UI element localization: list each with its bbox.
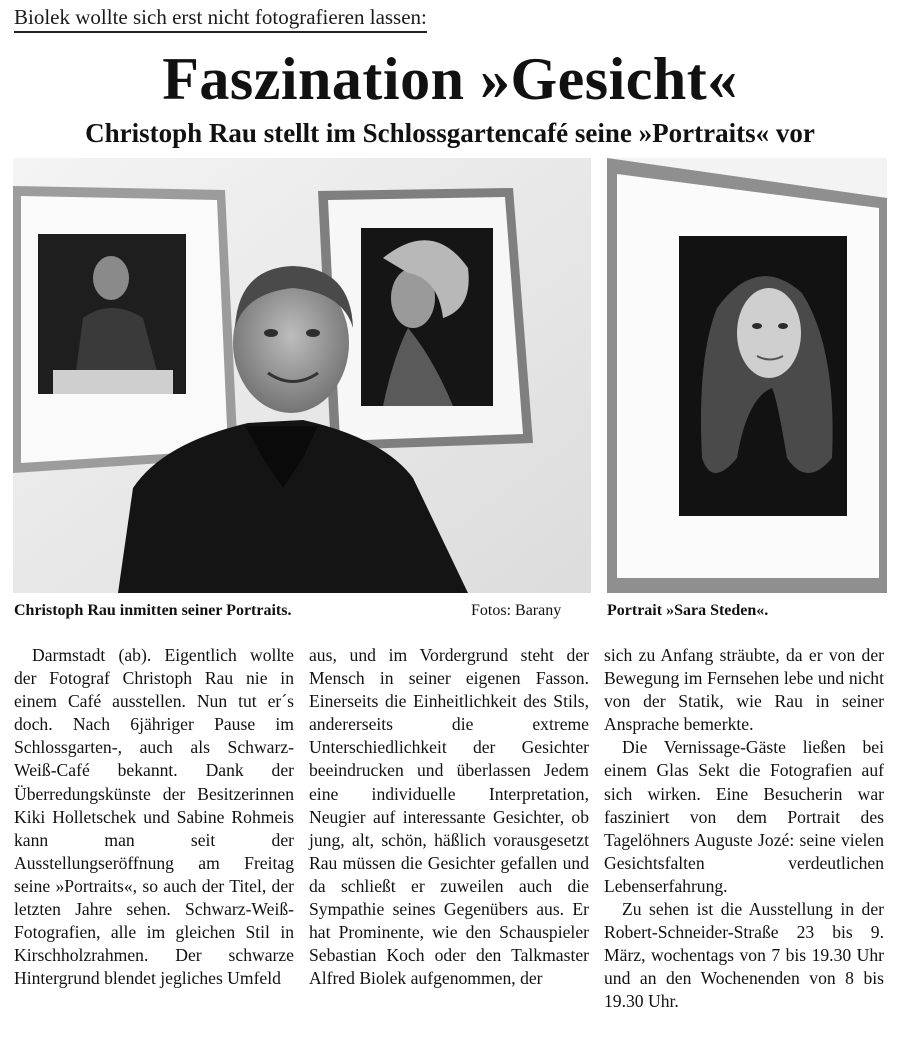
main-photo: [13, 158, 591, 593]
body-column-1: [14, 644, 294, 990]
article-subheadline: Christoph Rau stellt im Schlossgartencafé seine »Portraits« vor: [85, 118, 815, 148]
photo-credit: Fotos: Barany: [471, 602, 562, 619]
body-paragraph: Die Vernissage-Gäste ließen bei einem Glas Sekt die Fotografien auf sich wirken. Eine Besucherin war fasziniert von dem Portrait des Tagelöhners Auguste Jozé: seine vielen Gesichtsfalten verdeutlichen Lebenserfahrung.: [604, 737, 884, 896]
side-photo-caption: Portrait »Sara Steden«.: [607, 602, 769, 619]
frame-left: [13, 186, 238, 473]
side-photo: [607, 158, 887, 593]
main-photo-caption: Christoph Rau inmitten seiner Portraits.: [14, 602, 292, 619]
article-kicker: Biolek wollte sich erst nicht fotografieren lassen:: [14, 4, 427, 33]
body-paragraph: Darmstadt (ab). Eigentlich wollte der Fotograf Christoph Rau nie in einem Café ausstellen. Nun tut er´s doch. Nach 6jähriger Pause im Schlossgarten-, auch als Schwarz-Weiß-Café bekannt. Dank der Überredungskünste der Besitzerinnen Kiki Holletschek und Sabine Rohmeis kann man seit der Ausstellungseröffnung am Freitag seine »Portraits«, so auch der Titel, der letzten Jahre sehen. Schwarz-Weiß-Fotografien, alle im gleichen Stil in Kirschholzrahmen. Der schwarze Hintergrund blendet jegliches Umfeld: [14, 645, 294, 989]
main-photo-image: [13, 158, 591, 593]
body-column-2: [309, 644, 589, 990]
article-headline: Faszination »Gesicht«: [162, 46, 738, 112]
body-column-3: [604, 644, 884, 1014]
body-paragraph: Zu sehen ist die Ausstellung in der Robert-Schneider-Straße 23 bis 9. März, wochentags von 7 bis 19.30 Uhr und an den Wochenenden von 8 bis 19.30 Uhr.: [604, 899, 884, 1012]
article-body: [14, 644, 888, 1044]
body-paragraph: sich zu Anfang sträubte, da er von der Bewegung im Fernsehen lebe und nicht von der Statik, wie Rau in seiner Ansprache bemerkte.: [604, 645, 884, 735]
body-paragraph: aus, und im Vordergrund steht der Mensch in seiner eigenen Fasson. Einerseits die Einheitlichkeit des Stils, andererseits die extreme Unterschiedlichkeit der Gesichter beeindrucken und überlassen Jedem eine individuelle Interpretation, Neugier auf interessante Gesichter, ob jung, alt, schön, häßlich vorausgesetzt Rau müssen die Gesichter gefallen und da schließt er zuweilen auch die Sympathie seines Gegenübers aus. Er hat Prominente, wie den Schauspieler Sebastian Koch oder den Talkmaster Alfred Biolek aufgenommen, der: [309, 645, 589, 989]
side-photo-image: [607, 158, 887, 593]
